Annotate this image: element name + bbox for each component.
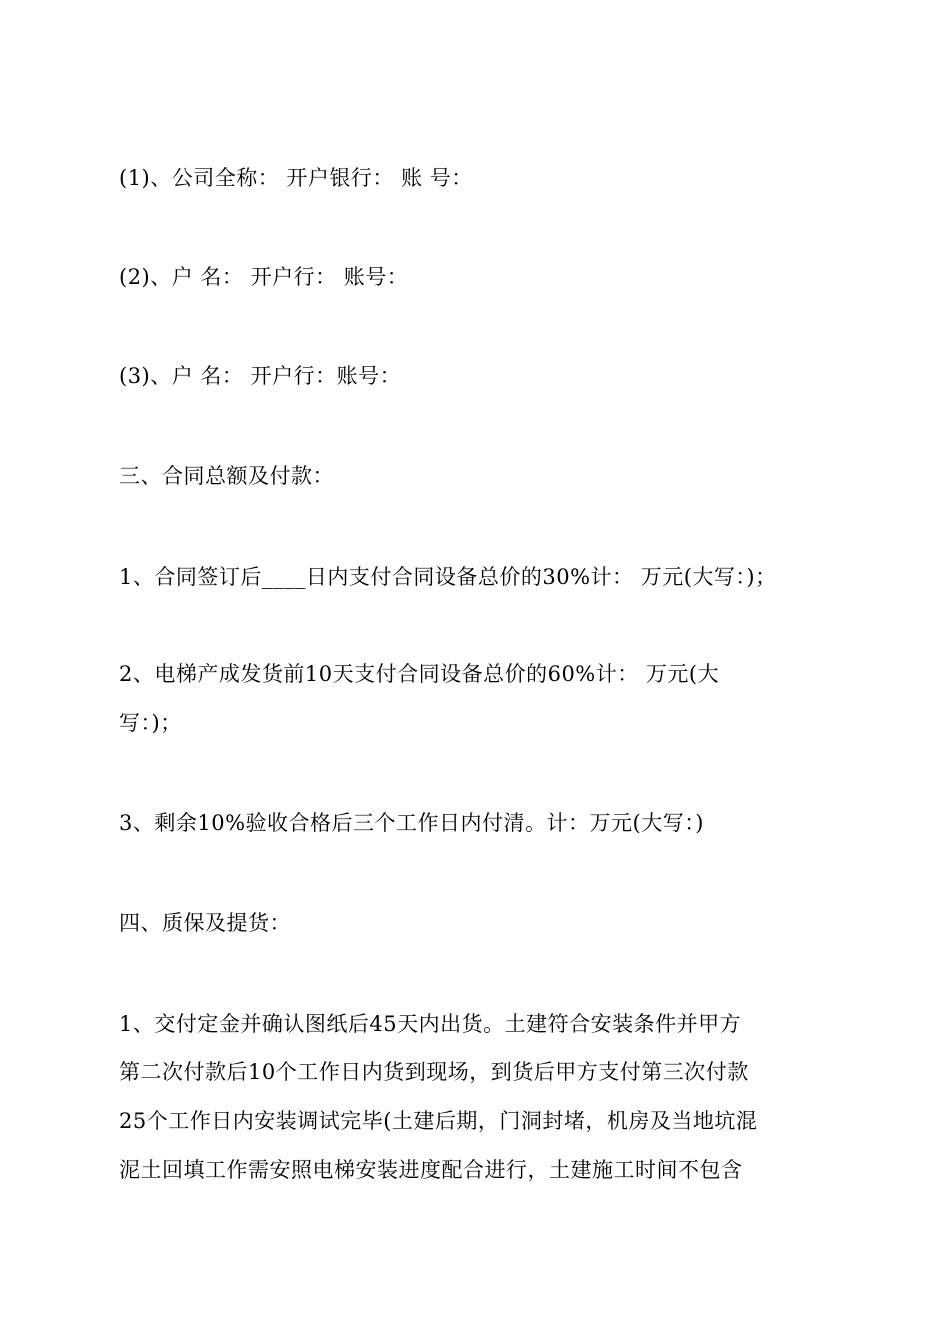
warranty-clause-1-line-4: 泥土回填工作需安照电梯安装进度配合进行，土建施工时间不包含 [119, 1158, 743, 1182]
warranty-clause-1-line-2: 第二次付款后10个工作日内货到现场，到货后甲方支付第三次付款 [119, 1060, 749, 1084]
section-heading-payment: 三、合同总额及付款： [119, 464, 334, 488]
section-heading-warranty: 四、质保及提货： [119, 911, 291, 935]
bank-info-line-1: (1)、公司全称： 开户银行： 账 号： [119, 166, 473, 190]
warranty-clause-1-line-1: 1、交付定金并确认图纸后45天内出货。土建符合安装条件并甲方 [119, 1012, 742, 1036]
payment-clause-1: 1、合同签订后____日内支付合同设备总价的30%计： 万元(大写：)； [119, 565, 777, 589]
payment-clause-3: 3、剩余10%验收合格后三个工作日内付清。计：万元(大写：) [119, 811, 704, 835]
bank-info-line-3: (3)、户 名： 开户行：账号： [119, 364, 402, 388]
warranty-clause-1-line-3: 25个工作日内安装调试完毕(土建后期，门洞封堵，机房及当地坑混 [119, 1109, 758, 1133]
payment-clause-2-line-1: 2、电梯产成发货前10天支付合同设备总价的60%计： 万元(大 [119, 662, 720, 686]
payment-clause-2-line-2: 写：)； [119, 711, 182, 735]
bank-info-line-2: (2)、户 名： 开户行： 账号： [119, 265, 409, 289]
